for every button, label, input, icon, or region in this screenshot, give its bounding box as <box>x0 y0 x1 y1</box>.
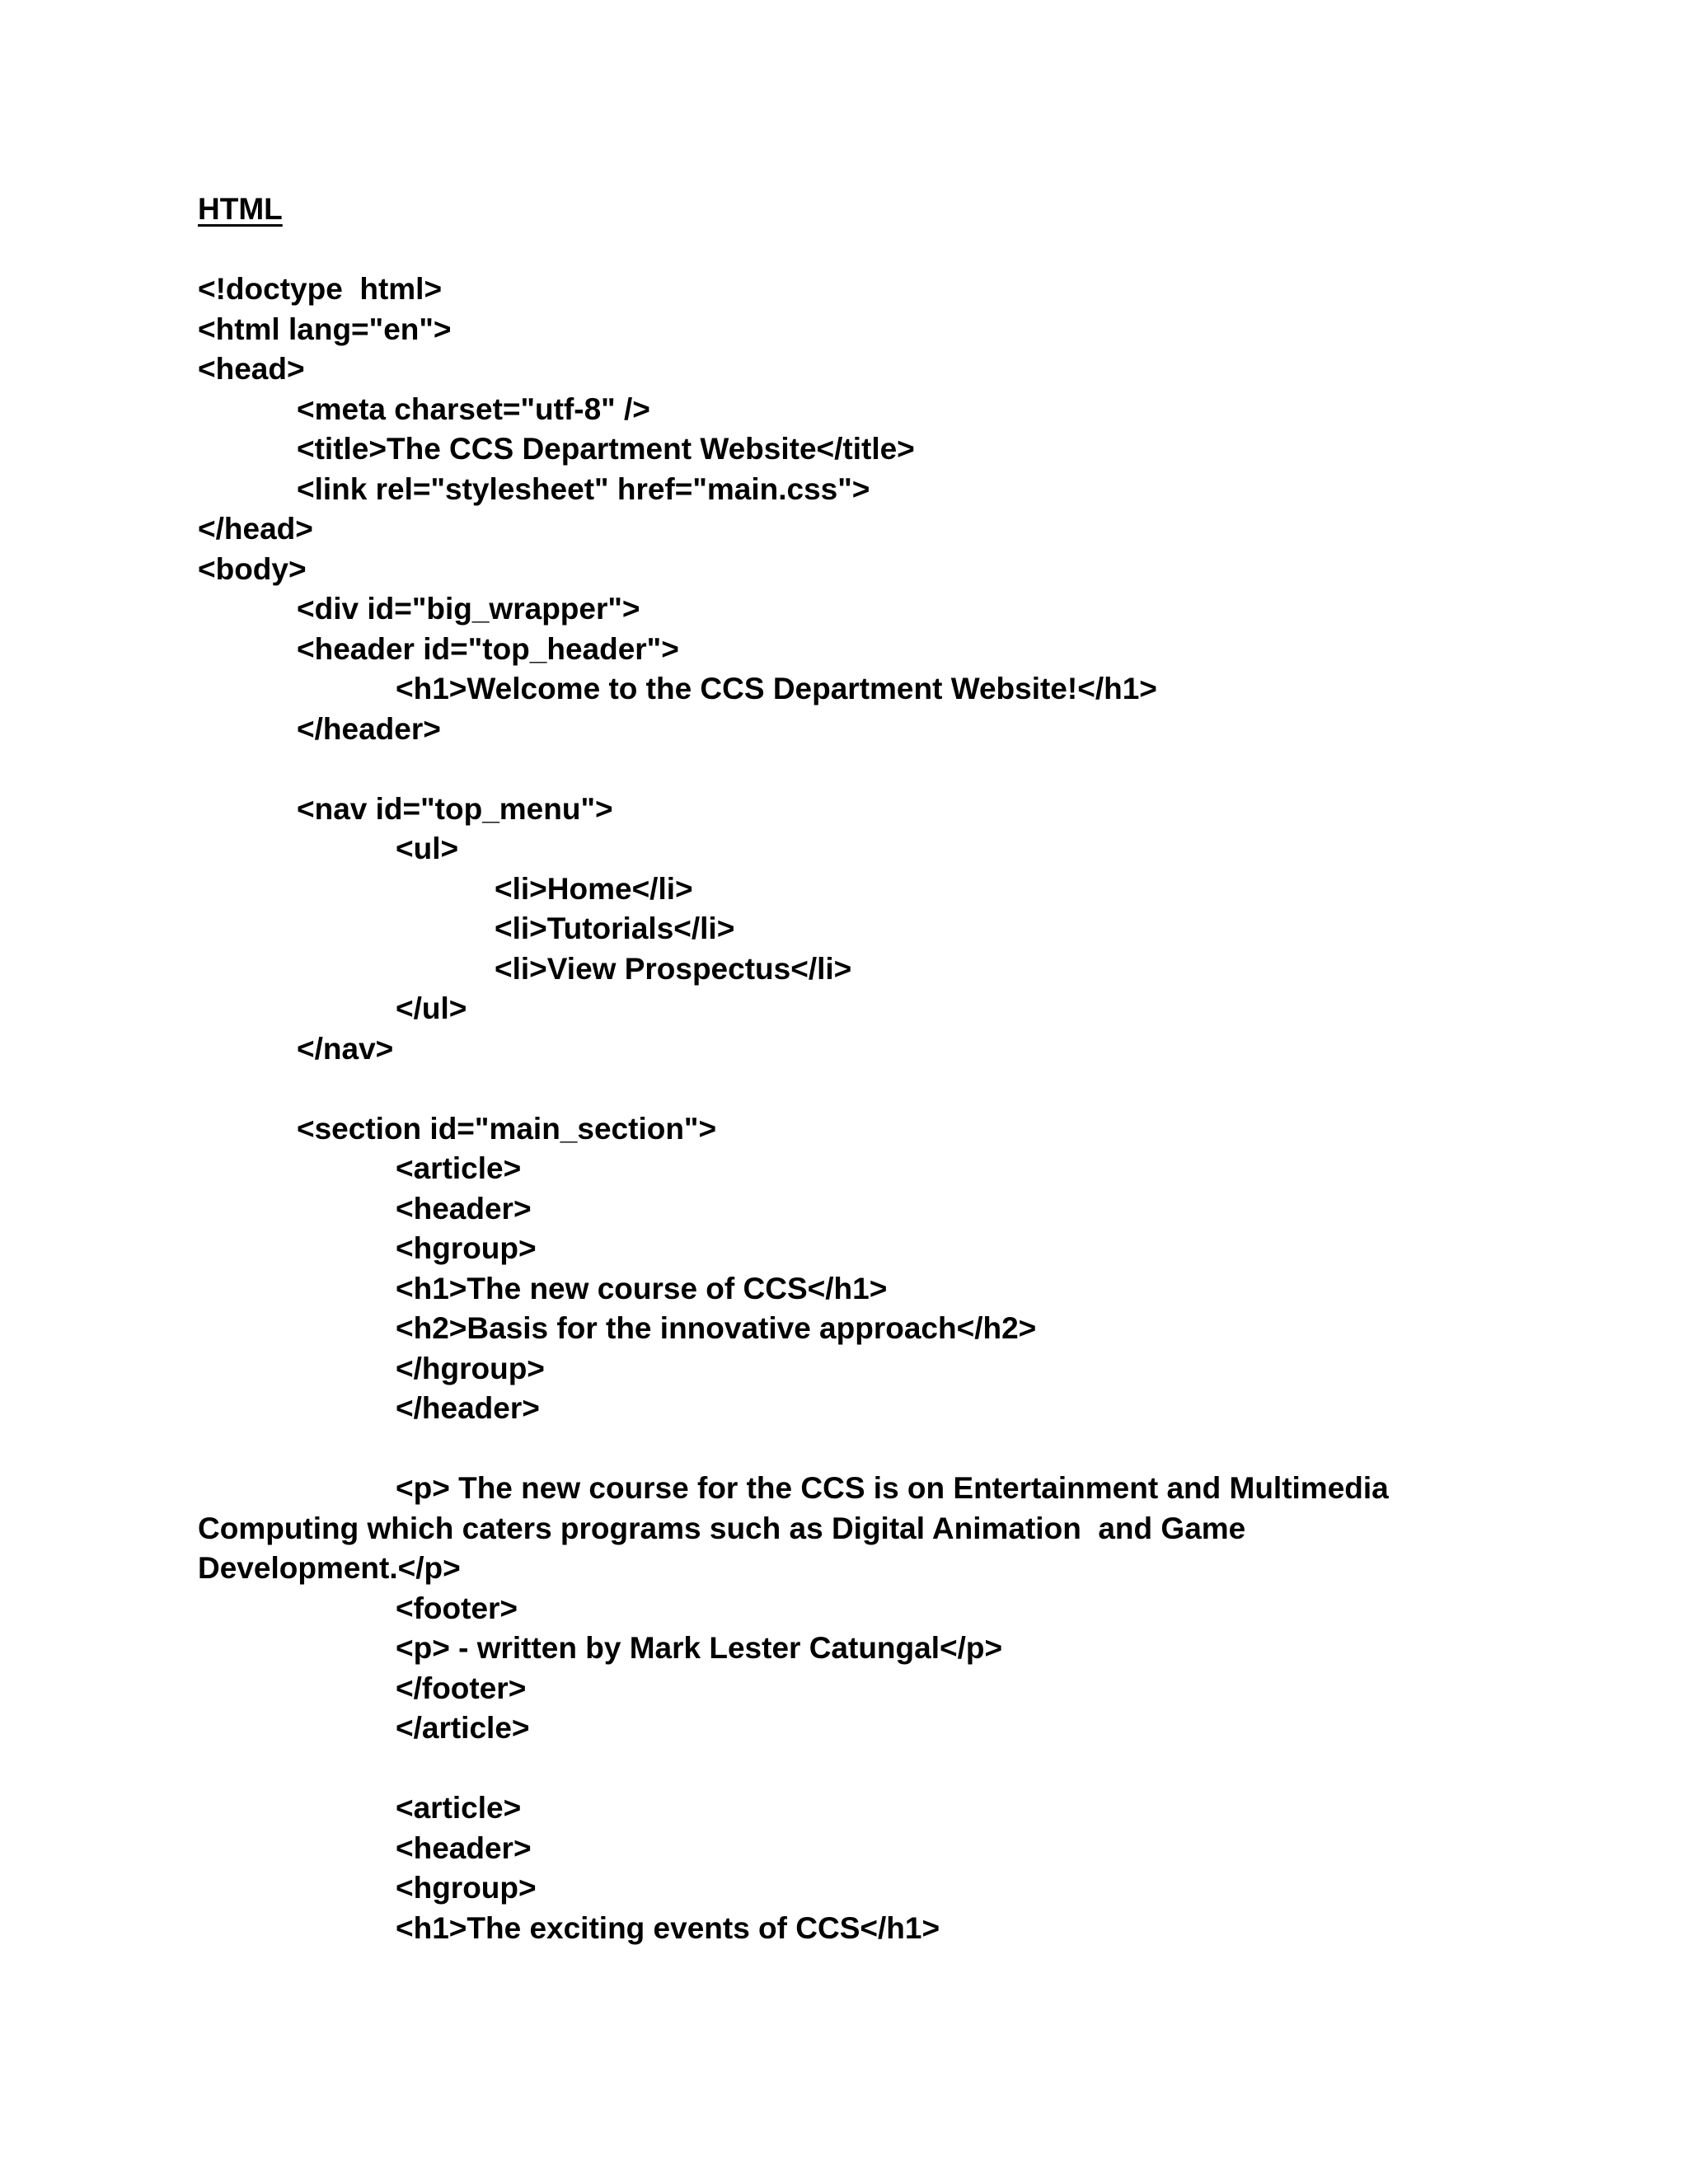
code-line: <footer> <box>396 1591 518 1625</box>
code-line: <ul> <box>396 832 459 865</box>
code-line: </article> <box>396 1711 530 1745</box>
code-line: <title>The CCS Department Website</title> <box>297 432 915 466</box>
code-line: <div id="big_wrapper"> <box>297 592 640 626</box>
code-line: <p> - written by Mark Lester Catungal</p> <box>396 1631 1003 1665</box>
code-line: <article> <box>396 1151 522 1185</box>
blank-line <box>198 1749 1517 1789</box>
code-line: <body> <box>198 551 307 586</box>
code-line: </footer> <box>396 1671 527 1705</box>
code-line: Computing which caters programs such as Digital Animation and Game <box>198 1511 1246 1545</box>
code-line: <h1>The new course of CCS</h1> <box>396 1271 888 1305</box>
code-line: <link rel="stylesheet" href="main.css"> <box>297 471 870 506</box>
code-line: <!doctype html> <box>198 272 443 306</box>
code-line: <p> The new course for the CCS is on Entertainment and Multimedia <box>396 1471 1389 1505</box>
blank-line <box>198 1429 1517 1469</box>
code-line: <meta charset="utf-8" /> <box>297 391 650 426</box>
code-line: </hgroup> <box>396 1351 545 1385</box>
document-heading: HTML <box>198 192 283 226</box>
code-line: <article> <box>396 1791 522 1825</box>
code-line: </nav> <box>297 1031 394 1066</box>
code-line: <hgroup> <box>396 1231 537 1265</box>
blank-line <box>198 1069 1517 1109</box>
code-line: <header> <box>396 1191 532 1226</box>
code-line: Development.</p> <box>198 1551 461 1585</box>
code-line: <li>Home</li> <box>495 871 693 906</box>
code-line: <nav id="top_menu"> <box>297 791 613 826</box>
code-line: <h1>The exciting events of CCS</h1> <box>396 1910 940 1945</box>
code-line: </header> <box>297 711 441 746</box>
blank-line <box>198 749 1517 790</box>
code-line: <header> <box>396 1830 532 1865</box>
code-line: <html lang="en"> <box>198 312 452 346</box>
code-line: <li>View Prospectus</li> <box>495 951 852 986</box>
code-line: <head> <box>198 352 305 386</box>
code-line: <h1>Welcome to the CCS Department Website!</h1> <box>396 672 1157 705</box>
code-line: <hgroup> <box>396 1871 537 1905</box>
code-line: <section id="main_section"> <box>297 1111 717 1146</box>
code-line: <h2>Basis for the innovative approach</h2> <box>396 1311 1037 1345</box>
document-page <box>198 190 1517 1948</box>
code-line: </header> <box>396 1391 540 1425</box>
code-line: <header id="top_header"> <box>297 631 679 666</box>
code-line: </ul> <box>396 991 467 1025</box>
code-line: </head> <box>198 512 313 546</box>
code-line: <li>Tutorials</li> <box>495 912 735 945</box>
